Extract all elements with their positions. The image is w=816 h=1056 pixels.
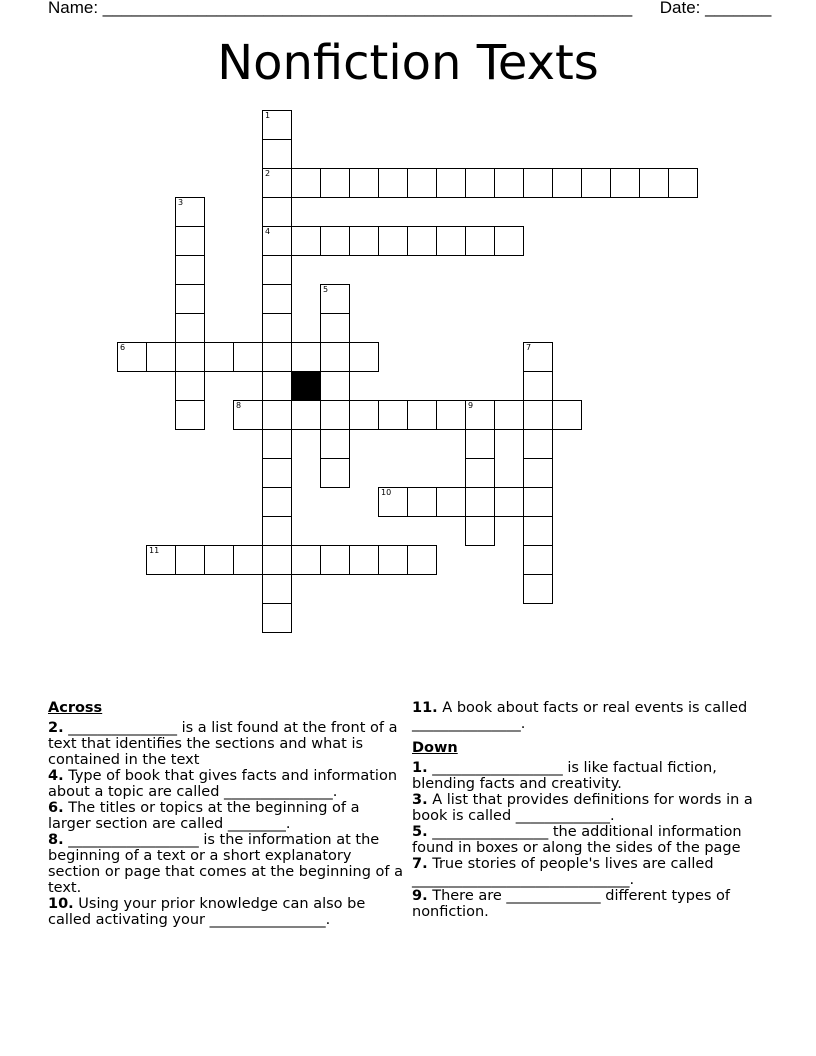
- crossword-cell[interactable]: [175, 255, 205, 285]
- crossword-cell[interactable]: [436, 168, 466, 198]
- clue-number: 10.: [48, 896, 74, 912]
- clue-text: A book about facts or real events is called _______________.: [412, 700, 748, 732]
- clue-number: 6.: [48, 800, 64, 816]
- crossword-cell[interactable]: [320, 545, 350, 575]
- cell-number: 2: [265, 169, 271, 178]
- crossword-cell[interactable]: [523, 168, 553, 198]
- crossword-cell[interactable]: [436, 487, 466, 517]
- crossword-cell[interactable]: [494, 226, 524, 256]
- crossword-cell[interactable]: [204, 342, 234, 372]
- cell-number: 11: [149, 546, 160, 555]
- crossword-cell[interactable]: [233, 545, 263, 575]
- page-title: Nonfiction Texts: [217, 35, 599, 91]
- across-clue: [48, 768, 404, 800]
- clue-number: 5.: [412, 824, 428, 840]
- crossword-cell[interactable]: [262, 197, 292, 227]
- crossword-cell[interactable]: [523, 516, 553, 546]
- crossword-cell[interactable]: [552, 400, 582, 430]
- crossword-cell[interactable]: [262, 139, 292, 169]
- crossword-cell[interactable]: [175, 226, 205, 256]
- cell-number: 1: [265, 111, 271, 120]
- across-clue: [48, 832, 404, 896]
- crossword-cell[interactable]: [320, 342, 350, 372]
- down-clue: [412, 856, 772, 888]
- crossword-cell[interactable]: [320, 371, 350, 401]
- crossword-cell[interactable]: [320, 458, 350, 488]
- cell-number: 10: [381, 488, 392, 497]
- clue-text: _______________ is a list found at the front of a text that identifies the sections and what is contained in the text: [48, 720, 398, 768]
- crossword-cell[interactable]: [262, 487, 292, 517]
- crossword-cell[interactable]: [523, 458, 553, 488]
- clue-text: Using your prior knowledge can also be called activating your ________________.: [48, 896, 366, 928]
- crossword-cell[interactable]: [291, 545, 321, 575]
- crossword-cell[interactable]: [465, 458, 495, 488]
- crossword-cell[interactable]: [349, 226, 379, 256]
- crossword-cell[interactable]: [262, 458, 292, 488]
- clue-number: 3.: [412, 792, 428, 808]
- crossword-cell[interactable]: [262, 371, 292, 401]
- date-field[interactable]: Date: _______: [659, 0, 772, 17]
- crossword-cell[interactable]: [436, 226, 466, 256]
- crossword-cell[interactable]: [639, 168, 669, 198]
- clue-text: The titles or topics at the beginning of a larger section are called ________.: [48, 800, 360, 832]
- down-clue: [412, 888, 772, 920]
- crossword-cell[interactable]: [523, 400, 553, 430]
- crossword-cell[interactable]: [465, 226, 495, 256]
- clue-number: 9.: [412, 888, 428, 904]
- crossword-cell[interactable]: [523, 342, 553, 372]
- across-clue: [48, 896, 404, 928]
- crossword-cell[interactable]: [610, 168, 640, 198]
- crossword-cell[interactable]: [349, 545, 379, 575]
- crossword-cell[interactable]: [349, 168, 379, 198]
- crossword-cell[interactable]: [407, 545, 437, 575]
- crossword-cell[interactable]: [465, 168, 495, 198]
- crossword-cell[interactable]: [320, 284, 350, 314]
- crossword-cell[interactable]: [175, 342, 205, 372]
- clue-text: There are _____________ different types of nonfiction.: [412, 888, 730, 920]
- cell-number: 5: [323, 285, 329, 294]
- clue-text: True stories of people's lives are called ______________________________.: [412, 856, 714, 888]
- crossword-cell[interactable]: [378, 487, 408, 517]
- clue-number: 7.: [412, 856, 428, 872]
- crossword-cell[interactable]: [523, 574, 553, 604]
- clue-text: Type of book that gives facts and information about a topic are called _______________.: [48, 768, 398, 800]
- crossword-cell[interactable]: [668, 168, 698, 198]
- crossword-cell[interactable]: [262, 284, 292, 314]
- crossword-cell[interactable]: [146, 545, 176, 575]
- crossword-cell[interactable]: [175, 284, 205, 314]
- across-clue: [48, 800, 404, 832]
- across-clue: [412, 700, 772, 732]
- crossword-cell[interactable]: [320, 400, 350, 430]
- clue-number: 1.: [412, 760, 428, 776]
- crossword-cell[interactable]: [262, 226, 292, 256]
- crossword-cell[interactable]: [291, 342, 321, 372]
- crossword-cell[interactable]: [320, 226, 350, 256]
- crossword-cell[interactable]: [204, 545, 234, 575]
- crossword-cell[interactable]: [407, 487, 437, 517]
- crossword-cell[interactable]: [349, 342, 379, 372]
- crossword-cell[interactable]: [523, 545, 553, 575]
- crossword-cell[interactable]: [378, 168, 408, 198]
- crossword-cell[interactable]: [320, 168, 350, 198]
- clue-text: __________________ is like factual fiction, blending facts and creativity.: [412, 760, 717, 792]
- crossword-cell[interactable]: [407, 168, 437, 198]
- crossword-cell[interactable]: [262, 168, 292, 198]
- crossword-cell[interactable]: [465, 516, 495, 546]
- crossword-cell[interactable]: [262, 342, 292, 372]
- crossword-cell[interactable]: [262, 516, 292, 546]
- clues-left-column: [48, 700, 404, 928]
- clue-text: __________________ is the information at the beginning of a text or a short explanatory section or page that comes at the beginning of a text.: [48, 832, 404, 896]
- crossword-cell[interactable]: [320, 429, 350, 459]
- crossword-cell[interactable]: [262, 110, 292, 140]
- crossword-cell[interactable]: [465, 429, 495, 459]
- crossword-cell[interactable]: [117, 342, 147, 372]
- clue-text: A list that provides definitions for words in a book is called _____________.: [412, 792, 753, 824]
- clue-text: ________________ the additional information found in boxes or along the sides of the page: [412, 824, 742, 856]
- crossword-cell[interactable]: [436, 400, 466, 430]
- crossword-cell[interactable]: [291, 226, 321, 256]
- crossword-cell[interactable]: [523, 487, 553, 517]
- down-heading: Down: [412, 740, 458, 756]
- crossword-cell[interactable]: [465, 487, 495, 517]
- down-clue-list: [412, 760, 772, 920]
- crossword-cell[interactable]: [291, 400, 321, 430]
- crossword-cell[interactable]: [378, 545, 408, 575]
- cell-number: 9: [468, 401, 474, 410]
- clue-number: 2.: [48, 720, 64, 736]
- crossword-cell[interactable]: [175, 545, 205, 575]
- crossword-cell[interactable]: [523, 371, 553, 401]
- clue-number: 8.: [48, 832, 64, 848]
- down-clue: [412, 792, 772, 824]
- name-field[interactable]: Name: ________________________________________________________: [48, 0, 633, 17]
- crossword-cell[interactable]: [262, 574, 292, 604]
- crossword-cell[interactable]: [291, 168, 321, 198]
- clue-number: 4.: [48, 768, 64, 784]
- crossword-cell[interactable]: [407, 226, 437, 256]
- crossword-cell[interactable]: [175, 371, 205, 401]
- crossword-cell[interactable]: [262, 255, 292, 285]
- crossword-cell[interactable]: [146, 342, 176, 372]
- crossword-cell[interactable]: [262, 545, 292, 575]
- cell-number: 4: [265, 227, 271, 236]
- crossword-block: [291, 371, 321, 401]
- across-clue-list: [48, 720, 404, 928]
- crossword-cell[interactable]: [378, 226, 408, 256]
- crossword-cell[interactable]: [320, 313, 350, 343]
- cell-number: 8: [236, 401, 242, 410]
- across-heading: Across: [48, 700, 103, 716]
- crossword-cell[interactable]: [378, 400, 408, 430]
- down-clue: [412, 760, 772, 792]
- crossword-cell[interactable]: [465, 400, 495, 430]
- crossword-cell[interactable]: [175, 197, 205, 227]
- down-clue: [412, 824, 772, 856]
- crossword-cell[interactable]: [523, 429, 553, 459]
- crossword-cell[interactable]: [262, 400, 292, 430]
- crossword-cell[interactable]: [494, 168, 524, 198]
- across-clue: [48, 720, 404, 768]
- crossword-cell[interactable]: [407, 400, 437, 430]
- crossword-cell[interactable]: [262, 313, 292, 343]
- crossword-cell[interactable]: [552, 168, 582, 198]
- crossword-cell[interactable]: [175, 313, 205, 343]
- crossword-cell[interactable]: [349, 400, 379, 430]
- crossword-cell[interactable]: [581, 168, 611, 198]
- crossword-cell[interactable]: [233, 400, 263, 430]
- crossword-cell[interactable]: [494, 400, 524, 430]
- clues-right-column: [412, 700, 772, 920]
- crossword-cell[interactable]: [262, 603, 292, 633]
- crossword-cell[interactable]: [494, 487, 524, 517]
- crossword-cell[interactable]: [175, 400, 205, 430]
- crossword-cell[interactable]: [262, 429, 292, 459]
- clue-number: 11.: [412, 700, 438, 716]
- cell-number: 6: [120, 343, 126, 352]
- crossword-cell[interactable]: [233, 342, 263, 372]
- cell-number: 3: [178, 198, 184, 207]
- cell-number: 7: [526, 343, 532, 352]
